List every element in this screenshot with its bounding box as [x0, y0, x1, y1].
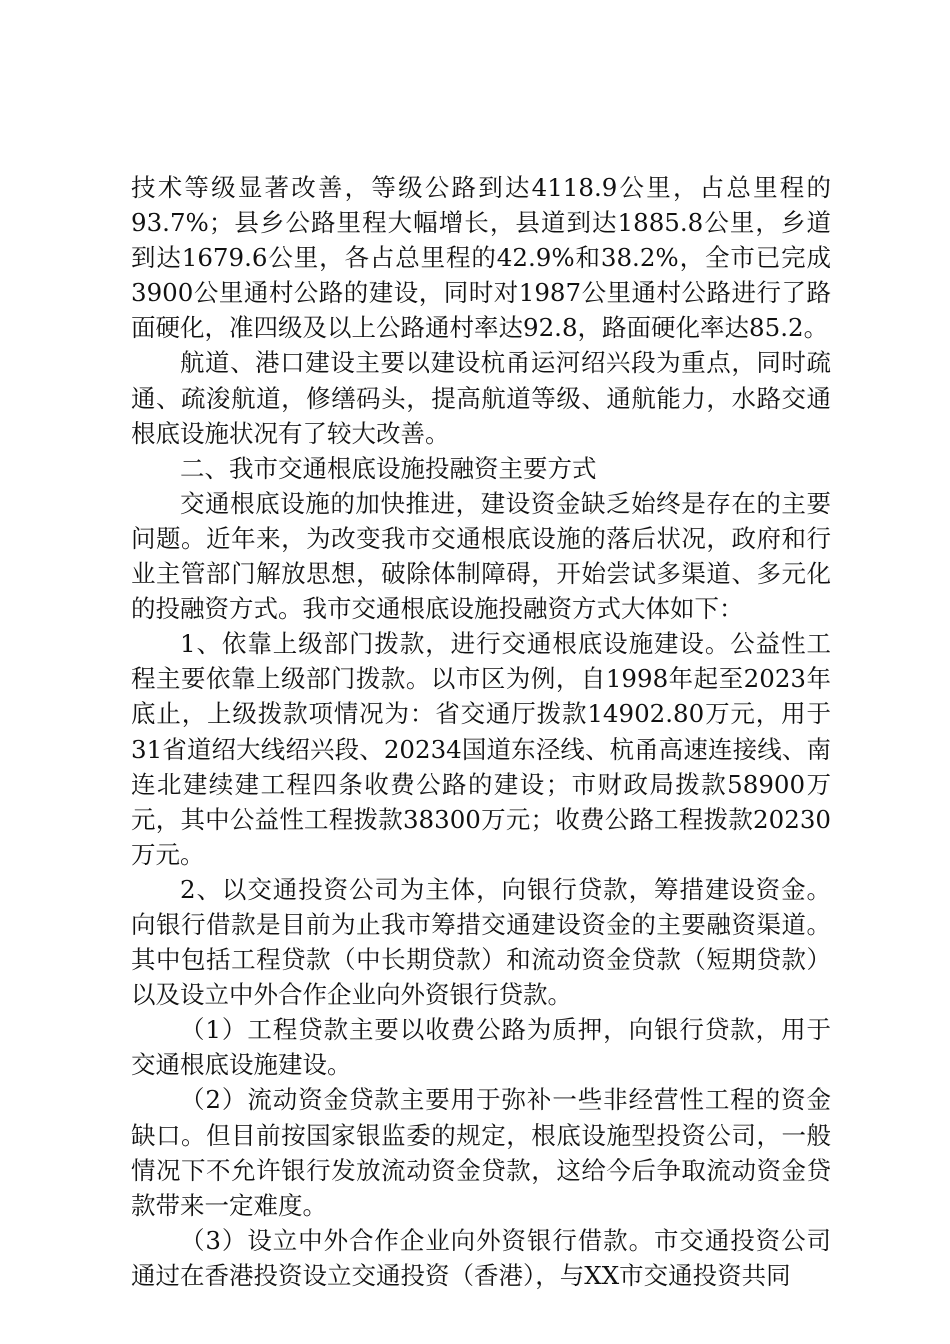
paragraph-subitem-2-working-capital-loans: （2）流动资金贷款主要用于弥补一些非经营性工程的资金缺口。但目前按国家银监委的规定，根底设施型投资公司，一般情况下不允许银行发放流动资金贷款，这给今后争取流动资金贷款带来一定难度。	[131, 1085, 831, 1220]
section-heading-financing-methods: 二、我市交通根底设施投融资主要方式	[180, 453, 597, 483]
document-body	[131, 170, 831, 1293]
paragraph-item-1-government-allocation: 1、依靠上级部门拨款，进行交通根底设施建设。公益性工程主要依靠上级部门拨款。以市区为例，自1998年起至2023年底止，上级拨款项情况为：省交通厅拨款14902.80万元，用于31省道绍大线绍兴段、20234国道东泾线、杭甬高速连接线、南连北建续建工程四条收费公路的建设；市财政局拨款58900万元，其中公益性工程拨款38300万元；收费公路工程拨款20230万元。	[131, 629, 831, 869]
paragraph-waterway-construction: 航道、港口建设主要以建设杭甬运河绍兴段为重点，同时疏通、疏浚航道，修缮码头，提高航道等级、通航能力，水路交通根底设施状况有了较大改善。	[131, 348, 831, 448]
paragraph-subitem-1-project-loans: （1）工程贷款主要以收费公路为质押，向银行贷款，用于交通根底设施建设。	[131, 1015, 831, 1080]
paragraph-item-2-bank-loans: 2、以交通投资公司为主体，向银行贷款，筹措建设资金。向银行借款是目前为止我市筹措交通建设资金的主要融资渠道。其中包括工程贷款（中长期贷款）和流动资金贷款（短期贷款）以及设立中外合作企业向外资银行贷款。	[131, 874, 831, 1010]
paragraph-subitem-3-foreign-bank-loans: （3）设立中外合作企业向外资银行借款。市交通投资公司通过在香港投资设立交通投资（香港），与XX市交通投资共同	[131, 1225, 831, 1290]
paragraph-road-statistics: 技术等级显著改善，等级公路到达4118.9公里，占总里程的93.7%；县乡公路里程大幅增长，县道到达1885.8公里，乡道到达1679.6公里，各占总里程的42.9%和38.2%，全市已完成3900公里通村公路的建设，同时对1987公里通村公路进行了路面硬化，准四级及以上公路通村率达92.8，路面硬化率达85.2。	[131, 173, 831, 343]
paragraph-financing-overview: 交通根底设施的加快推进，建设资金缺乏始终是存在的主要问题。近年来，为改变我市交通根底设施的落后状况，政府和行业主管部门解放思想，破除体制障碍，开始尝试多渠道、多元化的投融资方式。我市交通根底设施投融资方式大体如下：	[131, 488, 831, 624]
